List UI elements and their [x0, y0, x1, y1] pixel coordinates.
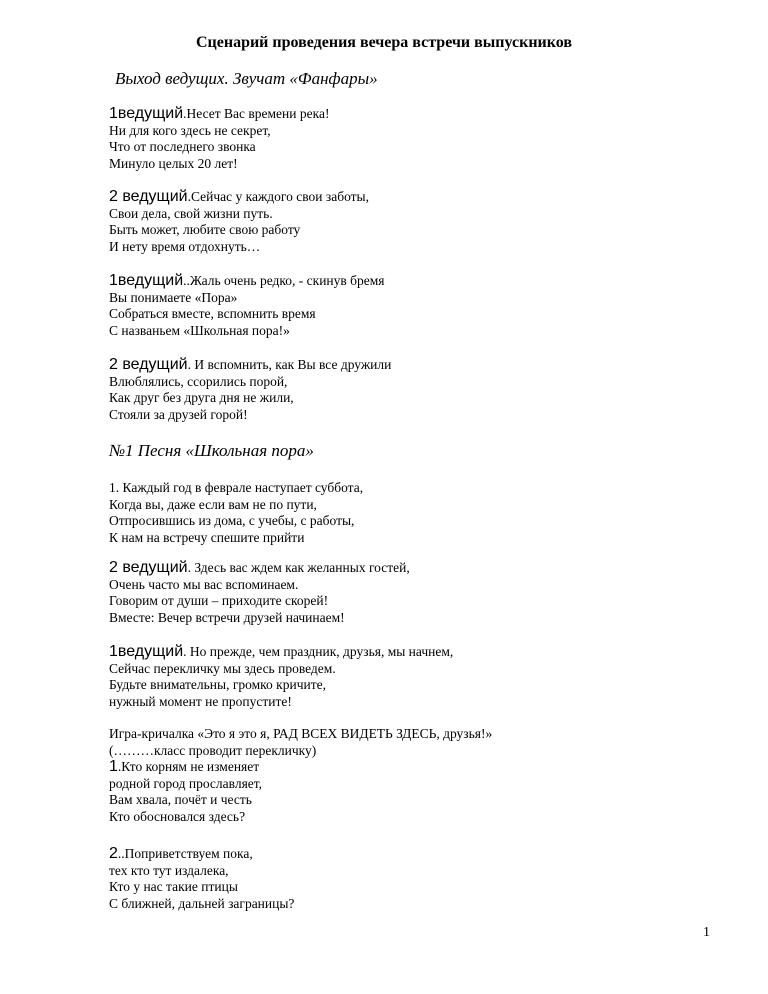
speaker-label: 2 ведущий	[109, 559, 188, 576]
verse-line: Минуло целых 20 лет!	[109, 155, 238, 171]
verse-line: 1. Каждый год в феврале наступает суббота,	[109, 480, 364, 495]
verse-line: С названьем «Школьная пора!»	[109, 322, 290, 338]
verse-line: Кто обосновался здесь?	[109, 808, 246, 824]
verse-line: .Сейчас у каждого свои заботы,	[187, 189, 369, 204]
verse-block-7	[109, 846, 294, 912]
item-number: 2	[109, 845, 118, 862]
speaker-label: 2 ведущий	[109, 188, 188, 205]
verse-line: тех кто тут издалека,	[109, 862, 229, 878]
verse-line: Собраться вместе, вспомнить время	[109, 306, 316, 322]
verse-line: Ни для кого здесь не секрет,	[109, 122, 271, 138]
verse-line: . Но прежде, чем праздник, друзья, мы начнем,	[183, 644, 454, 659]
verse-line: К нам на встречу спешите прийти	[109, 529, 305, 545]
verse-line: нужный момент не пропустите!	[109, 693, 292, 709]
verse-line: . Здесь вас ждем как желанных гостей,	[187, 560, 410, 575]
verse-block-3	[109, 273, 385, 339]
verse-line: Сейчас перекличку мы здесь проведем.	[109, 660, 336, 676]
verse-line: Влюблялись, ссорились порой,	[109, 373, 288, 389]
verse-line: Что от последнего звонка	[109, 139, 256, 155]
game-title: Игра-кричалка «Это я это я, РАД ВСЕХ ВИДЕТЬ ЗДЕСЬ, друзья!»	[109, 726, 493, 741]
verse-line: ..Поприветствуем пока,	[117, 846, 253, 861]
game-note: (………класс проводит перекличку)	[109, 742, 317, 758]
verse-line: .Несет Вас времени река!	[183, 106, 330, 121]
verse-line: Кто у нас такие птицы	[109, 879, 238, 895]
speaker-label: 1ведущий	[109, 272, 184, 289]
verse-line: Стояли за друзей горой!	[109, 406, 248, 422]
verse-line: родной город прославляет,	[109, 775, 263, 791]
verse-block-4	[109, 357, 391, 423]
page-number: 1	[703, 925, 710, 940]
speaker-label: 1ведущий	[109, 105, 184, 122]
intro-heading: Выход ведущих. Звучат «Фанфары»	[115, 69, 378, 88]
speaker-label: 1ведущий	[109, 643, 184, 660]
verse-line: ..Жаль очень редко, - скинув бремя	[183, 273, 385, 288]
verse-block-2	[109, 189, 369, 255]
verse-line: Свои дела, свой жизни путь.	[109, 205, 273, 221]
verse-line: Говорим от души – приходите скорей!	[109, 593, 329, 609]
verse-line: Вы понимаете «Пора»	[109, 289, 238, 305]
song-heading: №1 Песня «Школьная пора»	[109, 441, 314, 460]
verse-line: Очень часто мы вас вспоминаем.	[109, 576, 299, 592]
verse-line: Отпросившись из дома, с учебы, с работы,	[109, 513, 355, 529]
game-block	[109, 726, 492, 826]
verse-line: Быть может, любите свою работу	[109, 222, 301, 238]
verse-line: Вместе: Вечер встречи друзей начинаем!	[109, 609, 345, 625]
verse-block-1	[109, 106, 329, 172]
item-number: 1	[109, 758, 118, 776]
verse-line: Как друг без друга дня не жили,	[109, 390, 294, 406]
verse-line: .Кто корням не изменяет	[117, 759, 260, 775]
verse-line: И нету время отдохнуть…	[109, 238, 261, 254]
verse-block-6	[109, 644, 453, 710]
document-title: Сценарий проведения вечера встречи выпускников	[195, 34, 573, 51]
song-verse	[109, 480, 363, 546]
speaker-label: 2 ведущий	[109, 356, 188, 373]
verse-line: Когда вы, даже если вам не по пути,	[109, 496, 317, 512]
verse-block-5	[109, 560, 410, 626]
verse-line: С ближней, дальней заграницы?	[109, 895, 295, 911]
verse-line: Будьте внимательны, громко кричите,	[109, 677, 326, 693]
verse-line: . И вспомнить, как Вы все дружили	[187, 357, 392, 372]
verse-line: Вам хвала, почёт и честь	[109, 792, 252, 808]
